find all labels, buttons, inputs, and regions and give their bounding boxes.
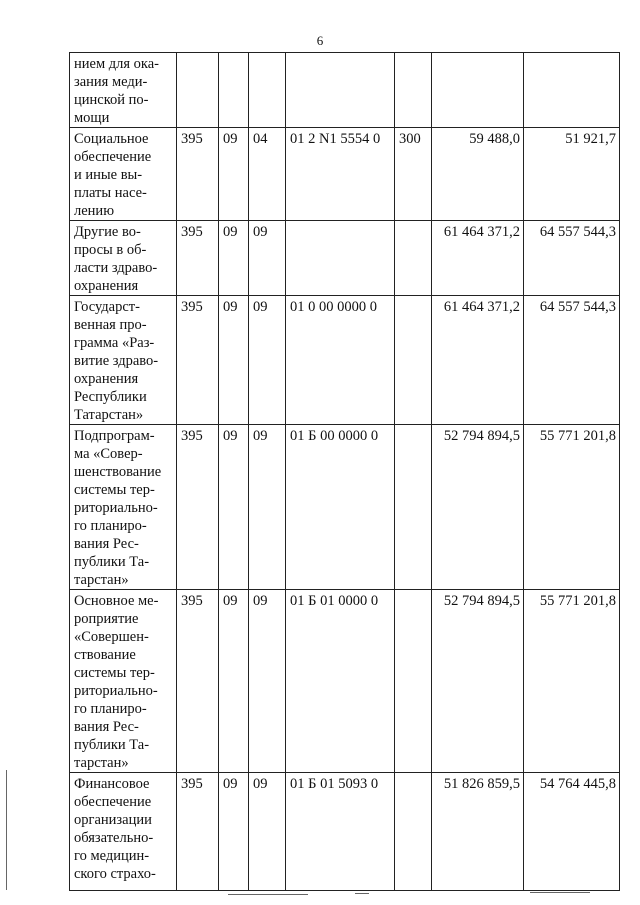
row-section-code-text: 09 bbox=[223, 776, 238, 792]
row-name bbox=[70, 590, 177, 773]
row-target-code-text: 01 0 00 0000 0 bbox=[290, 299, 377, 315]
row-sum-year-2 bbox=[524, 590, 620, 773]
table-row bbox=[70, 53, 620, 128]
row-section-code bbox=[219, 296, 249, 425]
row-expense-code-text: 300 bbox=[399, 131, 421, 147]
row-expense-code bbox=[395, 425, 432, 590]
row-sum-year-1 bbox=[432, 53, 524, 128]
row-ministry-code bbox=[177, 53, 219, 128]
row-ministry-code-text: 395 bbox=[181, 428, 203, 444]
row-sum-year-2-text: 64 557 544,3 bbox=[539, 224, 616, 240]
scan-artifact-left bbox=[6, 770, 7, 890]
row-sum-year-2-text: 55 771 201,8 bbox=[539, 428, 616, 444]
row-section-code bbox=[219, 590, 249, 773]
row-name-text: Основное ме- роприятие «Совершен- ствование системы тер- риториально- го планиро- вания Рес- публики Та- тарстан» bbox=[74, 593, 159, 771]
row-subsection-code bbox=[249, 53, 286, 128]
row-sum-year-1 bbox=[432, 221, 524, 296]
row-name bbox=[70, 128, 177, 221]
row-section-code-text: 09 bbox=[223, 428, 238, 444]
row-section-code-text: 09 bbox=[223, 593, 238, 609]
page-number: 6 bbox=[316, 33, 324, 48]
row-section-code bbox=[219, 128, 249, 221]
row-subsection-code-text: 09 bbox=[253, 224, 268, 240]
row-sum-year-2-text: 64 557 544,3 bbox=[539, 299, 616, 315]
row-expense-code bbox=[395, 773, 432, 891]
table-row bbox=[70, 221, 620, 296]
row-ministry-code bbox=[177, 425, 219, 590]
row-target-code-text: 01 2 N1 5554 0 bbox=[290, 131, 381, 147]
row-subsection-code-text: 09 bbox=[253, 776, 268, 792]
row-subsection-code-text: 09 bbox=[253, 428, 268, 444]
table-row bbox=[70, 296, 620, 425]
row-section-code bbox=[219, 425, 249, 590]
row-ministry-code-text: 395 bbox=[181, 299, 203, 315]
row-ministry-code bbox=[177, 128, 219, 221]
row-sum-year-1-text: 61 464 371,2 bbox=[443, 299, 520, 315]
row-sum-year-2 bbox=[524, 773, 620, 891]
table-row bbox=[70, 773, 620, 891]
row-sum-year-1-text: 52 794 894,5 bbox=[443, 428, 520, 444]
row-sum-year-1 bbox=[432, 128, 524, 221]
row-subsection-code bbox=[249, 773, 286, 891]
row-ministry-code-text: 395 bbox=[181, 224, 203, 240]
row-ministry-code bbox=[177, 590, 219, 773]
table-row bbox=[70, 425, 620, 590]
row-sum-year-1-text: 52 794 894,5 bbox=[443, 593, 520, 609]
scan-artifact-bottom bbox=[0, 888, 640, 905]
row-subsection-code bbox=[249, 221, 286, 296]
row-section-code bbox=[219, 773, 249, 891]
row-expense-code bbox=[395, 53, 432, 128]
row-sum-year-1 bbox=[432, 773, 524, 891]
row-subsection-code bbox=[249, 590, 286, 773]
row-sum-year-2 bbox=[524, 221, 620, 296]
row-sum-year-1 bbox=[432, 590, 524, 773]
row-sum-year-1-text: 59 488,0 bbox=[469, 131, 520, 147]
row-ministry-code-text: 395 bbox=[181, 593, 203, 609]
row-target-code bbox=[286, 296, 395, 425]
row-section-code-text: 09 bbox=[223, 299, 238, 315]
row-sum-year-1 bbox=[432, 296, 524, 425]
row-name bbox=[70, 221, 177, 296]
row-name-text: Другие во- просы в об- ласти здраво- охранения bbox=[74, 224, 158, 294]
budget-table bbox=[69, 52, 620, 891]
table-row bbox=[70, 590, 620, 773]
row-section-code-text: 09 bbox=[223, 224, 238, 240]
row-section-code bbox=[219, 221, 249, 296]
row-target-code-text: 01 Б 01 5093 0 bbox=[290, 776, 379, 792]
row-name-text: Государст- венная про- грамма «Раз- витие здраво- охранения Республики Татарстан» bbox=[74, 299, 159, 423]
row-sum-year-2 bbox=[524, 425, 620, 590]
row-target-code bbox=[286, 590, 395, 773]
row-subsection-code-text: 09 bbox=[253, 593, 268, 609]
row-name bbox=[70, 773, 177, 891]
row-subsection-code bbox=[249, 425, 286, 590]
row-target-code bbox=[286, 53, 395, 128]
row-ministry-code bbox=[177, 296, 219, 425]
row-section-code-text: 09 bbox=[223, 131, 238, 147]
row-section-code bbox=[219, 53, 249, 128]
row-sum-year-2 bbox=[524, 296, 620, 425]
row-ministry-code bbox=[177, 773, 219, 891]
row-expense-code bbox=[395, 221, 432, 296]
row-ministry-code bbox=[177, 221, 219, 296]
row-ministry-code-text: 395 bbox=[181, 776, 203, 792]
row-subsection-code bbox=[249, 296, 286, 425]
row-sum-year-2-text: 54 764 445,8 bbox=[539, 776, 616, 792]
row-sum-year-1-text: 61 464 371,2 bbox=[443, 224, 520, 240]
row-subsection-code-text: 04 bbox=[253, 131, 268, 147]
row-expense-code bbox=[395, 128, 432, 221]
row-name bbox=[70, 53, 177, 128]
row-target-code bbox=[286, 221, 395, 296]
row-subsection-code bbox=[249, 128, 286, 221]
row-sum-year-2-text: 51 921,7 bbox=[565, 131, 616, 147]
row-sum-year-1 bbox=[432, 425, 524, 590]
row-target-code-text: 01 Б 01 0000 0 bbox=[290, 593, 379, 609]
row-target-code bbox=[286, 773, 395, 891]
table-row bbox=[70, 128, 620, 221]
row-sum-year-2 bbox=[524, 53, 620, 128]
row-subsection-code-text: 09 bbox=[253, 299, 268, 315]
row-target-code bbox=[286, 425, 395, 590]
row-name-text: Финансовое обеспечение организации обязательно- го медицин- ского страхо- bbox=[74, 776, 156, 882]
row-target-code-text: 01 Б 00 0000 0 bbox=[290, 428, 379, 444]
row-name-text: Социальное обеспечение и иные вы- платы насе- лению bbox=[74, 131, 152, 219]
row-sum-year-2 bbox=[524, 128, 620, 221]
row-sum-year-1-text: 51 826 859,5 bbox=[443, 776, 520, 792]
row-target-code bbox=[286, 128, 395, 221]
row-name bbox=[70, 425, 177, 590]
row-sum-year-2-text: 55 771 201,8 bbox=[539, 593, 616, 609]
row-name-text: нием для ока- зания меди- цинской по- мощи bbox=[74, 56, 160, 126]
row-expense-code bbox=[395, 296, 432, 425]
row-ministry-code-text: 395 bbox=[181, 131, 203, 147]
row-name bbox=[70, 296, 177, 425]
row-name-text: Подпрограм- ма «Совер- шенствование системы тер- риториально- го планиро- вания Рес- публики Та- тарстан» bbox=[74, 428, 162, 588]
row-expense-code bbox=[395, 590, 432, 773]
